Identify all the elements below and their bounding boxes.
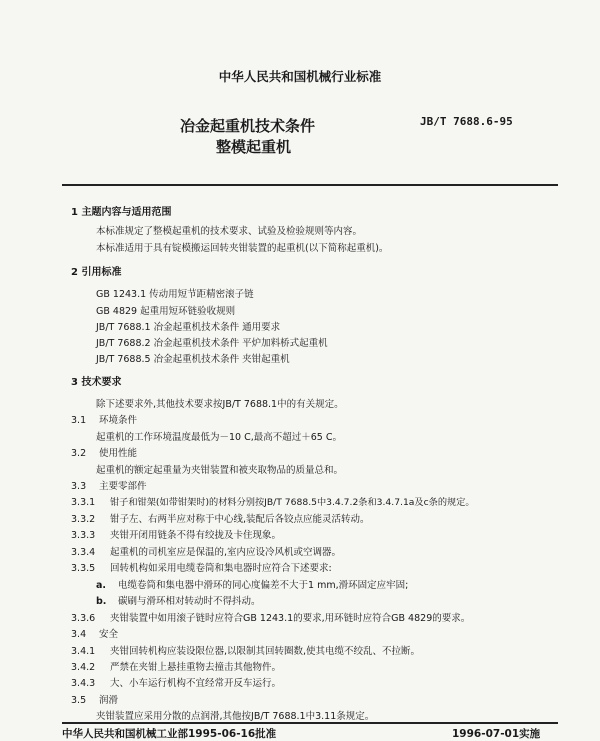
clause-text: 夹钳装置中如用滚子链时应符合GB 1243.1的要求,用环链时应符合GB 4829的要求。	[110, 613, 471, 624]
clause-3-2-body: 起重机的额定起重量为夹钳装置和被夹取物品的质量总和。	[96, 465, 344, 476]
clause-3-4-title: 安全	[99, 629, 119, 640]
clause-num: 3.3.5	[71, 563, 96, 574]
list-marker: b.	[96, 596, 107, 607]
clause-num: 3.4.3	[71, 678, 96, 689]
clause-text: 回转机构如采用电缆卷筒和集电器时应符合下述要求:	[110, 563, 332, 574]
clause-text: 夹钳回转机构应装设限位器,以限制其回转圈数,使其电缆不绞乱、不拉断。	[110, 646, 421, 657]
section-3-heading: 3 技术要求	[71, 377, 122, 388]
list-marker: a.	[96, 580, 107, 591]
section-1-para-2: 本标准适用于具有锭模搬运回转夹钳装置的起重机(以下简称起重机)。	[96, 243, 389, 254]
clause-3-3-title: 主要零部件	[99, 481, 147, 492]
clause-text: 大、小车运行机构不宜经常开反车运行。	[110, 678, 282, 689]
clause-3-5-body: 夹钳装置应采用分散的点润滑,其他按JB/T 7688.1中3.11条规定。	[96, 711, 375, 722]
section-3-intro: 除下述要求外,其他技术要求按JB/T 7688.1中的有关规定。	[96, 399, 344, 410]
clause-num: 3.3.4	[71, 547, 96, 558]
section-1-para-1: 本标准规定了整模起重机的技术要求、试验及检验规则等内容。	[96, 226, 363, 237]
standard-number: JB/T 7688.6-95	[420, 115, 513, 128]
clause-3-1-title: 环境条件	[99, 415, 138, 426]
clause-3-2-num: 3.2	[71, 448, 87, 459]
section-2-heading: 2 引用标准	[71, 267, 122, 278]
clause-num: 3.3.2	[71, 514, 96, 525]
clause-num: 3.4.1	[71, 646, 96, 657]
ref-item: GB 4829 起重用短环链验收规则	[96, 306, 236, 317]
clause-text: 严禁在夹钳上悬挂重物去撞击其他物件。	[110, 662, 282, 673]
list-item-text: 电缆卷筒和集电器中滑环的同心度偏差不大于1 mm,滑环固定应牢固;	[118, 580, 409, 591]
clause-3-4-num: 3.4	[71, 629, 87, 640]
clause-3-5-title: 润滑	[99, 695, 119, 706]
footer-divider	[62, 722, 558, 724]
doc-title-line-1: 冶金起重机技术条件	[180, 117, 316, 135]
org-title: 中华人民共和国机械行业标准	[218, 69, 382, 84]
ref-item: GB 1243.1 传动用短节距精密滚子链	[96, 289, 254, 300]
clause-3-1-num: 3.1	[71, 415, 87, 426]
ref-item: JB/T 7688.1 冶金起重机技术条件 通用要求	[96, 322, 281, 333]
clause-text: 起重机的司机室应是保温的,室内应设冷风机或空调器。	[110, 547, 342, 558]
ref-item: JB/T 7688.2 冶金起重机技术条件 平炉加料桥式起重机	[96, 338, 328, 349]
clause-3-5-num: 3.5	[71, 695, 87, 706]
clause-num: 3.3.3	[71, 530, 96, 541]
header-divider	[62, 184, 558, 186]
clause-num: 3.3.1	[71, 497, 96, 508]
clause-3-1-body: 起重机的工作环境温度最低为－10 C,最高不超过＋65 C。	[96, 432, 343, 443]
clause-num: 3.4.2	[71, 662, 96, 673]
list-item-text: 碳刷与滑环相对转动时不得抖动。	[118, 596, 261, 607]
clause-3-3-num: 3.3	[71, 481, 87, 492]
clause-text: 夹钳开闭用链条不得有绞拢及卡住现象。	[110, 530, 282, 541]
section-1-heading: 1 主题内容与适用范围	[71, 207, 172, 218]
clause-num: 3.3.6	[71, 613, 96, 624]
clause-3-2-title: 使用性能	[99, 448, 138, 459]
effective-date: 1996-07-01实施	[452, 728, 541, 740]
clause-text: 钳子和钳架(如带钳架时)的材料分别按JB/T 7688.5中3.4.7.2条和3.4.7.1a及c条的规定。	[110, 497, 475, 508]
approval-note: 中华人民共和国机械工业部1995-06-16批准	[62, 728, 277, 740]
doc-title-line-2: 整模起重机	[216, 138, 292, 156]
clause-text: 钳子左、右两半应对称于中心线,装配后各铰点应能灵活转动。	[110, 514, 370, 525]
ref-item: JB/T 7688.5 冶金起重机技术条件 夹钳起重机	[96, 354, 290, 365]
